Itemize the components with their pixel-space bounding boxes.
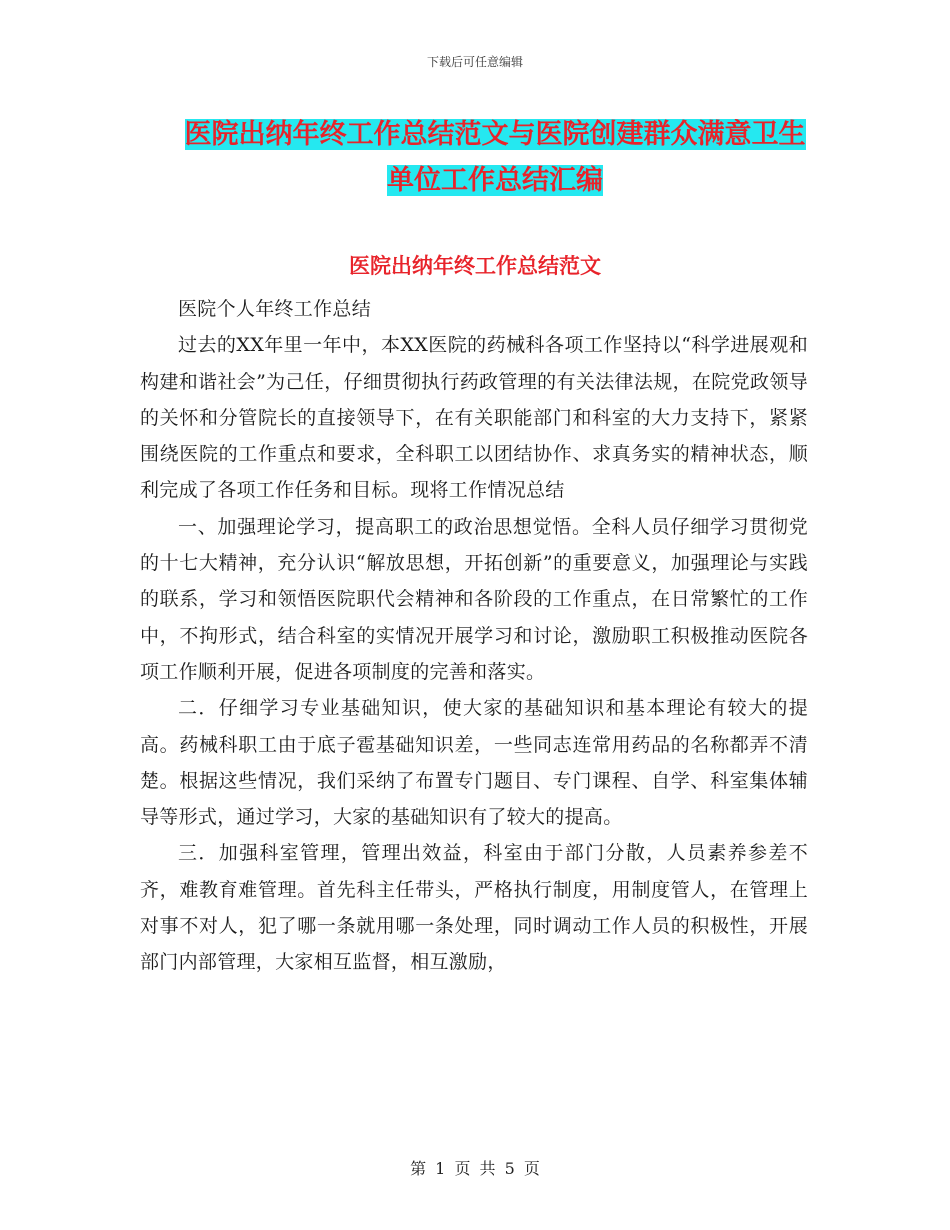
paragraph: 三．加强科室管理，管理出效益，科室由于部门分散，人员素养参差不齐，难教育难管理。首先科主任带头，严格执行制度，用制度管人，在管理上对事不对人，犯了哪一条就用哪一条处理，同时调动工作人员的积极性，开展部门内部管理，大家相互监督，相互激励， xyxy=(140,842,808,974)
paragraph: 二．仔细学习专业基础知识，使大家的基础知识和基本理论有较大的提高。药械科职工由于底子雹基础知识差，一些同志连常用药品的名称都弄不清楚。根据这些情况，我们采纳了布置专门题目、专门课程、自学、科室集体辅导等形式，通过学习，大家的基础知识有了较大的提高。 xyxy=(140,697,808,829)
paragraph-subtitle: 医院个人年终工作总结 xyxy=(178,298,372,320)
paragraph: 过去的XX年里一年中，本XX医院的药械科各项工作坚持以“科学进展观和构建和谐社会”为己任，仔细贯彻执行药政管理的有关法律法规，在院党政领导的关怀和分管院长的直接领导下，在有关职能部门和科室的大力支持下，紧紧围绕医院的工作重点和要求，全科职工以团结协作、求真务实的精神状态，顺利完成了各项工作任务和目标。现将工作情况总结 xyxy=(140,334,808,502)
page-header-note: 下载后可任意编辑 xyxy=(426,55,523,69)
document-body xyxy=(140,291,808,981)
paragraph: 一、加强理论学习，提高职工的政治思想觉悟。全科人员仔细学习贯彻党的十七大精神，充分认识“解放思想，开拓创新”的重要意义，加强理论与实践的联系，学习和领悟医院职代会精神和各阶段的工作重点，在日常繁忙的工作中，不拘形式，结合科室的实情况开展学习和讨论，激励职工积极推动医院各项工作顺利开展，促进各项制度的完善和落实。 xyxy=(140,515,808,683)
page-number: 第 1 页 共 5 页 xyxy=(410,1159,540,1178)
document-title-line1: 医院出纳年终工作总结范文与医院创建群众满意卫生 xyxy=(184,119,806,150)
section-title: 医院出纳年终工作总结范文 xyxy=(349,254,601,278)
document-title xyxy=(145,112,845,204)
document-title-line2: 单位工作总结汇编 xyxy=(387,165,603,196)
